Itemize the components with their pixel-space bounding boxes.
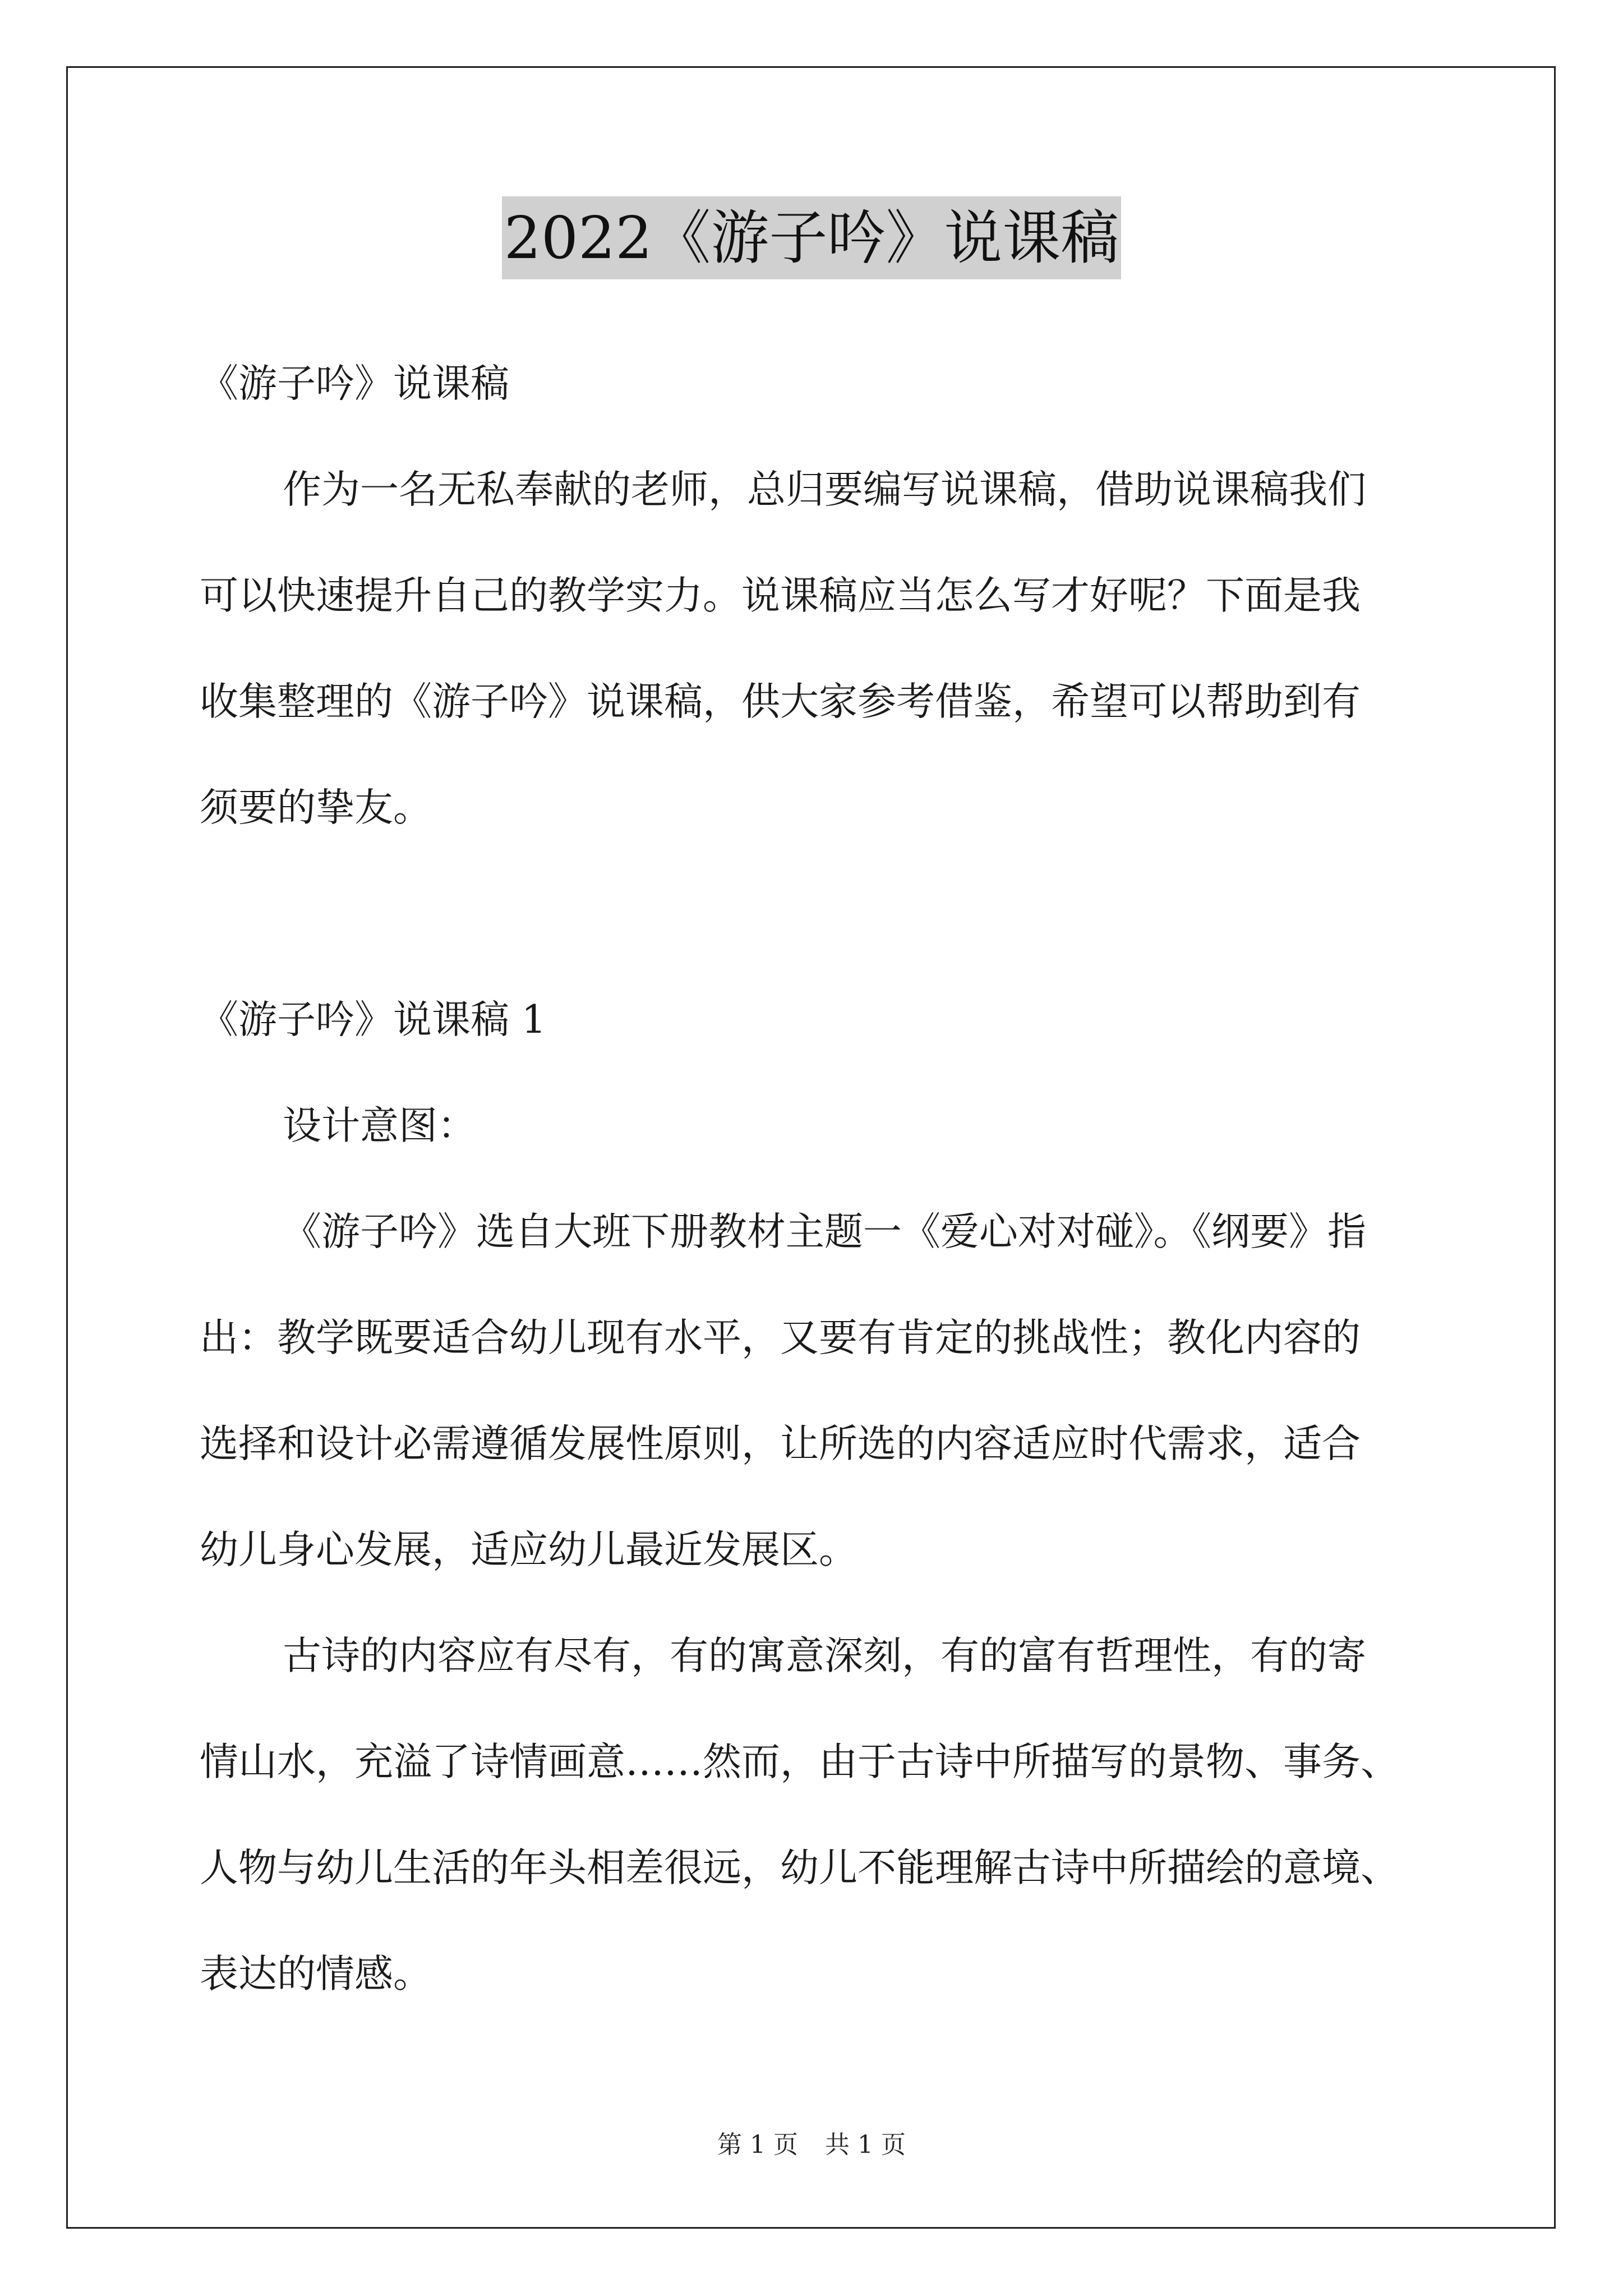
document-title: 2022《游子吟》说课稿 (502, 196, 1122, 279)
para1-line-3: 选择和设计必需遵循发展性原则，让所选的内容适应时代需求，适合 (200, 1421, 1361, 1466)
para1-line-4: 幼儿身心发展，适应幼儿最近发展区。 (200, 1527, 857, 1572)
para2-line-1: 古诗的内容应有尽有，有的寓意深刻，有的富有哲理性，有的寄 (283, 1634, 1366, 1678)
document-body (200, 331, 1433, 2027)
para2-line-4: 表达的情感。 (200, 1952, 432, 1996)
intro-line-3: 收集整理的《游子吟》说课稿，供大家参考借鉴，希望可以帮助到有 (200, 679, 1361, 724)
intro-line-2: 可以快速提升自己的教学实力。说课稿应当怎么写才好呢？下面是我 (200, 573, 1361, 618)
para2-line-2: 情山水，充溢了诗情画意……然而，由于古诗中所描写的景物、事务、 (200, 1740, 1399, 1784)
title-block (0, 196, 1623, 279)
design-label: 设计意图： (283, 1103, 476, 1148)
para2-line-3: 人物与幼儿生活的年头相差很远，幼儿不能理解古诗中所描绘的意境、 (200, 1846, 1399, 1890)
page-total: 共 1 页 (825, 2131, 906, 2159)
subtitle: 《游子吟》说课稿 (200, 361, 509, 406)
intro-line-4: 须要的挚友。 (200, 785, 432, 830)
page-number: 第 1 页 (717, 2131, 798, 2159)
section-heading: 《游子吟》说课稿 1 (200, 997, 546, 1042)
intro-line-1: 作为一名无私奉献的老师，总归要编写说课稿，借助说课稿我们 (283, 467, 1366, 512)
page-footer (0, 2128, 1623, 2162)
para1-line-2: 出：教学既要适合幼儿现有水平，又要有肯定的挑战性；教化内容的 (200, 1315, 1361, 1360)
para1-line-1: 《游子吟》选自大班下册教材主题一《爱心对对碰》。《纲要》指 (283, 1209, 1366, 1254)
section-gap (200, 861, 1433, 967)
